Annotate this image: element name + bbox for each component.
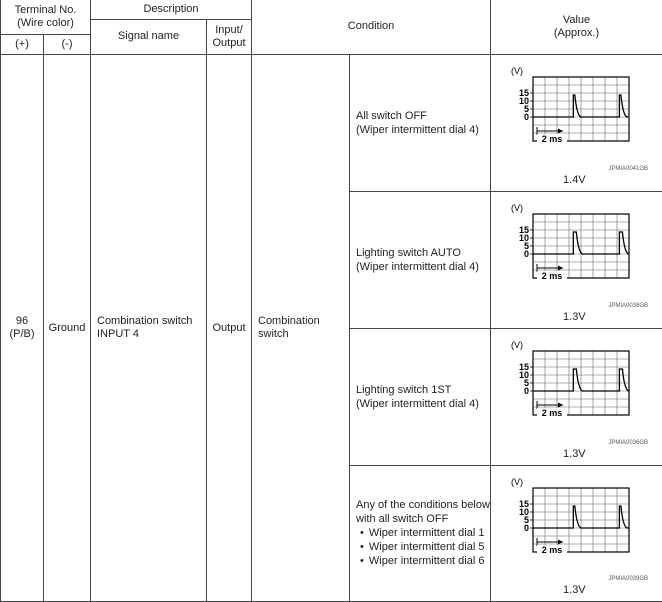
terminal-color: (P/B) — [9, 327, 35, 340]
figure-code: JPMIA0039GB — [608, 575, 649, 582]
y-tick-label: 10 — [519, 369, 530, 380]
wire-color-label: (Wire color) — [17, 16, 74, 29]
voltage-value: 1.3V — [563, 310, 586, 323]
y-unit: (V) — [511, 202, 524, 213]
condition-text — [356, 498, 490, 568]
condition-bullet: • Wiper intermittent dial 1 — [356, 526, 490, 540]
value-header — [491, 0, 662, 54]
voltage-value: 1.3V — [563, 583, 586, 596]
y-tick-label: 5 — [524, 514, 530, 525]
y-tick-label: 15 — [519, 498, 530, 509]
approx-label: (Approx.) — [553, 26, 600, 39]
y-tick-label: 10 — [519, 506, 530, 517]
waveform-graph — [501, 63, 641, 171]
terminal-number: 96 — [15, 314, 29, 327]
y-tick-label: 0 — [524, 385, 530, 396]
y-tick-label: 5 — [524, 240, 530, 251]
signal-name-line2: INPUT 4 — [97, 327, 139, 340]
y-tick-label: 15 — [519, 361, 530, 372]
value-cell-1 — [491, 191, 662, 328]
y-tick-label: 15 — [519, 224, 530, 235]
value-cell-3 — [491, 465, 662, 601]
condition-line: Any of the conditions below — [356, 499, 490, 511]
condition-text — [356, 109, 490, 137]
condition-text — [356, 383, 490, 411]
figure-code: JPMIA0038GB — [608, 302, 649, 309]
y-tick-label: 5 — [524, 103, 530, 114]
plus-header: (+) — [1, 34, 44, 54]
terminal-no-header — [1, 0, 91, 34]
figure-code: JPMIA0041GB — [608, 165, 649, 172]
terminal-no-label: Terminal No. — [14, 3, 77, 16]
time-scale-label: 2 ms — [541, 544, 563, 555]
value-label: Value — [562, 13, 591, 26]
condition-line: (Wiper intermittent dial 4) — [356, 397, 479, 410]
condition-line: Lighting switch AUTO — [356, 246, 461, 259]
y-unit: (V) — [511, 339, 524, 350]
condition-line: (Wiper intermittent dial 4) — [356, 260, 479, 273]
time-scale-label: 2 ms — [541, 133, 563, 144]
waveform-graph — [501, 337, 641, 445]
figure-code: JPMIA0036GB — [608, 439, 649, 446]
voltage-value: 1.3V — [563, 447, 586, 460]
y-tick-label: 0 — [524, 248, 530, 259]
condition-bullet: • Wiper intermittent dial 5 — [356, 540, 490, 554]
io-cell: Output — [207, 54, 252, 601]
y-unit: (V) — [511, 476, 524, 487]
y-tick-label: 5 — [524, 377, 530, 388]
condition-cell-2 — [350, 328, 491, 465]
condition-line: (Wiper intermittent dial 4) — [356, 123, 479, 136]
condition-bullets — [356, 526, 490, 568]
value-cell-2 — [491, 328, 662, 465]
time-scale-label: 2 ms — [541, 270, 563, 281]
minus-header: (-) — [44, 34, 91, 54]
signal-name-line1: Combination switch — [97, 314, 193, 327]
condition-text — [356, 246, 490, 274]
y-tick-label: 15 — [519, 87, 530, 98]
signal-name-header: Signal name — [91, 19, 207, 54]
condition-line: with all switch OFF — [356, 513, 449, 525]
voltage-value: 1.4V — [563, 173, 586, 186]
signal-name-cell — [91, 54, 207, 601]
terminal-minus-cell: Ground — [44, 54, 91, 601]
condition-main-cell — [252, 54, 350, 601]
description-header: Description — [91, 0, 252, 19]
y-tick-label: 0 — [524, 111, 530, 122]
terminal-plus-cell — [1, 54, 44, 601]
condition-main-line1: Combination — [258, 314, 320, 327]
time-scale-label: 2 ms — [541, 407, 563, 418]
y-tick-label: 0 — [524, 522, 530, 533]
condition-cell-3 — [350, 465, 491, 601]
input-output-header: Input/ Output — [207, 19, 252, 54]
condition-line: Lighting switch 1ST — [356, 383, 452, 396]
value-cell-0 — [491, 54, 662, 191]
y-unit: (V) — [511, 65, 524, 76]
y-tick-label: 10 — [519, 232, 530, 243]
waveform-graph — [501, 474, 641, 582]
condition-cell-0 — [350, 54, 491, 191]
condition-header: Condition — [252, 0, 491, 54]
condition-bullet: • Wiper intermittent dial 6 — [356, 554, 490, 568]
condition-line: All switch OFF — [356, 109, 427, 122]
condition-cell-1 — [350, 191, 491, 328]
y-tick-label: 10 — [519, 95, 530, 106]
condition-main-line2: switch — [258, 327, 289, 340]
waveform-graph — [501, 200, 641, 308]
